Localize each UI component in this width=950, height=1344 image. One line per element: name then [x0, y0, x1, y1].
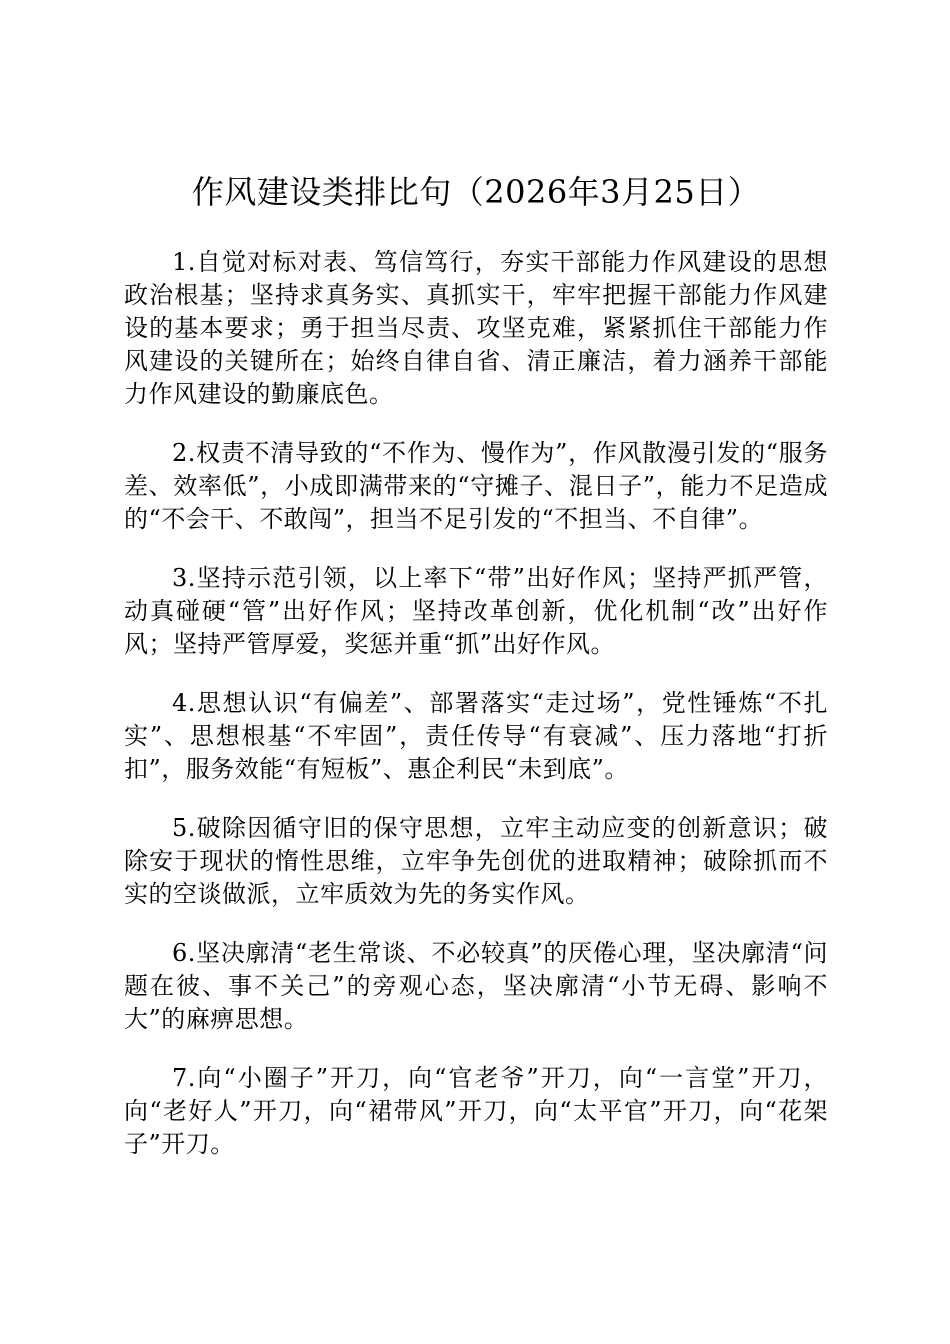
paragraph-2: 2.权责不清导致的“不作为、慢作为”，作风散漫引发的“服务差、效率低”，小成即满带来的“守摊子、混日子”，能力不足造成的“不会干、不敢闯”，担当不足引发的“不担当、不自律”。 [124, 439, 828, 533]
paragraph-3: 3.坚持示范引领，以上率下“带”出好作风；坚持严抓严管，动真碰硬“管”出好作风；坚持改革创新，优化机制“改”出好作风；坚持严管厚爱，奖惩并重“抓”出好作风。 [124, 564, 828, 658]
paragraph-7: 7.向“小圈子”开刀，向“官老爷”开刀，向“一言堂”开刀，向“老好人”开刀，向“裙带风”开刀，向“太平官”开刀，向“花架子”开刀。 [124, 1064, 828, 1158]
paragraph-5: 5.破除因循守旧的保守思想，立牢主动应变的创新意识；破除安于现状的惰性思维，立牢争先创优的进取精神；破除抓而不实的空谈做派，立牢质效为先的务实作风。 [124, 814, 828, 908]
document-title: 作风建设类排比句（2026年3月25日） [191, 173, 761, 211]
paragraph-6: 6.坚决廓清“老生常谈、不必较真”的厌倦心理，坚决廓清“问题在彼、事不关己”的旁观心态，坚决廓清“小节无碍、影响不大”的麻痹思想。 [124, 939, 828, 1033]
paragraph-4: 4.思想认识“有偏差”、部署落实“走过场”，党性锤炼“不扎实”、思想根基“不牢固”，责任传导“有衰减”、压力落地“打折扣”，服务效能“有短板”、惠企利民“未到底”。 [124, 689, 828, 783]
paragraph-1: 1.自觉对标对表、笃信笃行，夯实干部能力作风建设的思想政治根基；坚持求真务实、真抓实干，牢牢把握干部能力作风建设的基本要求；勇于担当尽责、攻坚克难，紧紧抓住干部能力作风建设的关键所在；始终自律自省、清正廉洁，着力涵养干部能力作风建设的勤廉底色。 [124, 248, 828, 408]
